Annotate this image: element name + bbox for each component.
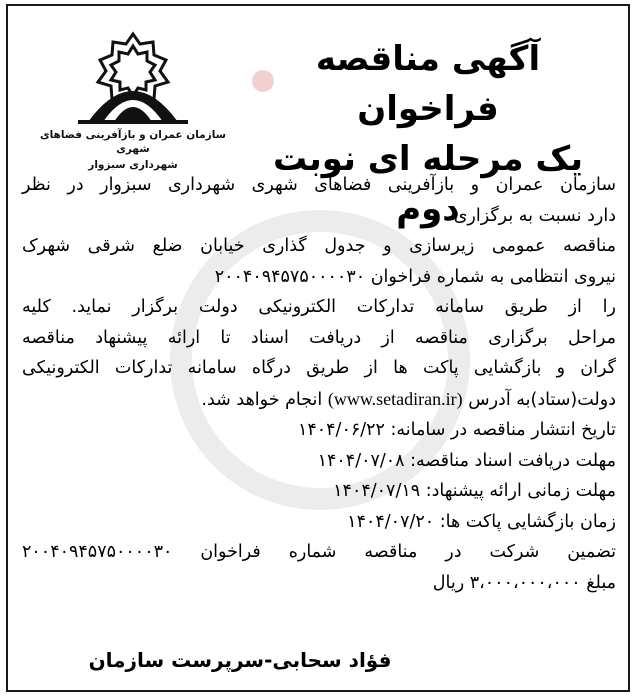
body-line: مراحل برگزاری مناقصه از دریافت اسناد تا ارائه پیشنهاد مناقصه <box>22 327 616 348</box>
signature: فؤاد سحابی-سرپرست سازمان <box>88 648 392 672</box>
body-line: سازمان عمران و بازآفرینی فضاهای شهری شهرداری سبزوار در نظر <box>22 175 616 195</box>
title-line2: یک مرحله ای نوبت دوم <box>273 139 583 229</box>
publish-date: تاریخ انتشار مناقصه در سامانه: ۱۴۰۴/۰۶/۲۲ <box>297 420 616 440</box>
notice-body <box>22 170 616 598</box>
organization-name-line2: شهرداری سبزوار <box>88 159 178 171</box>
guarantee-amount: مبلغ ۳،۰۰۰،۰۰۰،۰۰۰ ریال <box>432 572 616 593</box>
body-line-url <box>22 384 616 416</box>
body-line: مناقصه عمومی زیرسازی و جدول گذاری خیابان ضلع شرقی شهرک <box>22 236 616 256</box>
bid-deadline: مهلت زمانی ارائه پیشنهاد: ۱۴۰۴/۰۷/۱۹ <box>333 481 616 501</box>
body-text: انجام خواهد شد. <box>201 389 323 410</box>
body-line: دارد نسبت به برگزاری <box>453 205 616 226</box>
body-line: گران و بازگشایی پاکت ها از طریق درگاه سامانه تدارکات الکترونیکی <box>22 358 616 378</box>
guarantee-text: تضمین شرکت در مناقصه شماره فراخوان ۲۰۰۴۰۹۴۵۷۵۰۰۰۰۳۰ <box>22 542 616 562</box>
mosque-dome-emblem-icon <box>58 30 208 126</box>
setad-url-link[interactable]: (www.setadiran.ir) <box>327 388 463 409</box>
body-line: را از طریق سامانه تدارکات الکترونیکی دولت برگزار نماید. کلیه <box>22 297 616 317</box>
organization-name-line1: سازمان عمران و بازآفرینی فضاهای شهری <box>40 129 226 155</box>
title-line1: آگهی مناقصه فراخوان <box>315 39 541 129</box>
opening-date: زمان بازگشایی پاکت ها: ۱۴۰۴/۰۷/۲۰ <box>347 511 616 532</box>
document-deadline: مهلت دریافت اسناد مناقصه: ۱۴۰۴/۰۷/۰۸ <box>317 450 616 471</box>
body-text: دولت(ستاد)به آدرس <box>468 389 616 410</box>
organization-logo <box>38 30 228 170</box>
body-line: نیروی انتظامی به شماره فراخوان ۲۰۰۴۰۹۴۵۷۵۰۰۰۰۳۰ <box>214 266 616 287</box>
